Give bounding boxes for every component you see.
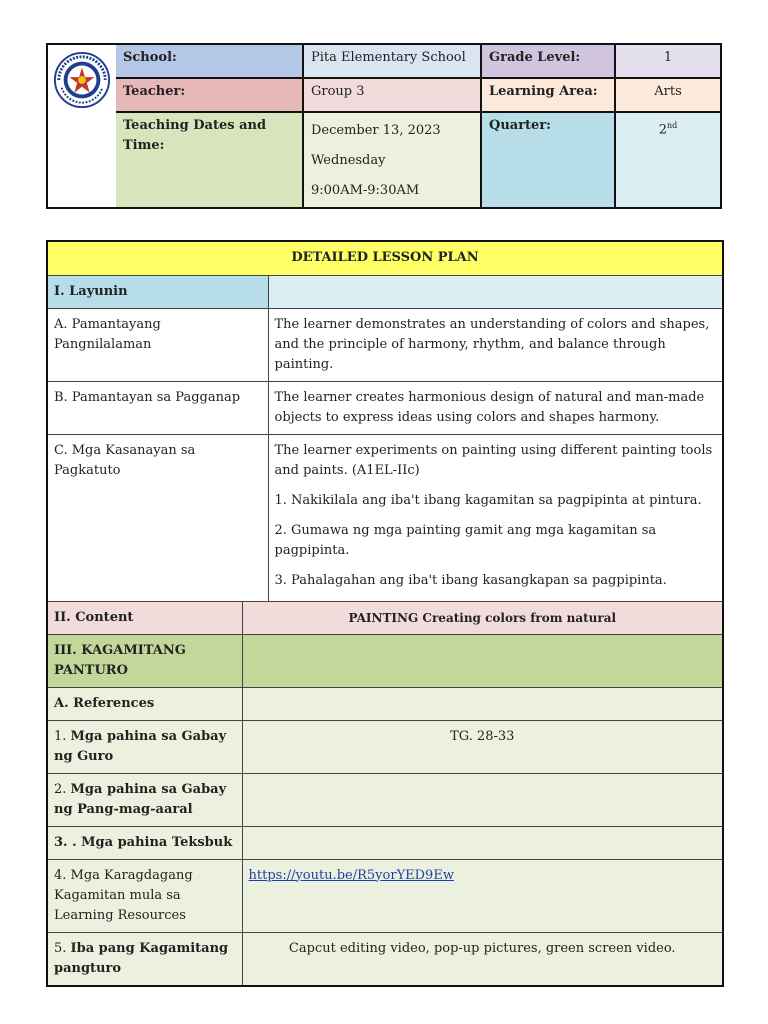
content-standard-text: The learner demonstrates an understanding of colors and shapes, and the principle of harmony, rhythm, and balance through painting. bbox=[268, 308, 723, 381]
objectives-label: I. Layunin bbox=[47, 275, 268, 308]
ref5-num: 5. bbox=[54, 940, 67, 956]
youtube-link[interactable]: https://youtu.be/R5yorYED9Ew bbox=[248, 867, 454, 883]
objectives-value bbox=[268, 275, 723, 308]
skills-item-2: 2. Gumawa ng mga painting gamit ang mga kagamitan sa pagpipinta. bbox=[274, 522, 657, 558]
grade-label: Grade Level: bbox=[482, 45, 616, 79]
learning-skills-label: C. Mga Kasanayan sa Pagkatuto bbox=[47, 434, 268, 601]
teacher-label: Teacher: bbox=[116, 79, 304, 113]
ref3-value bbox=[242, 826, 723, 859]
ref1-text: Mga pahina sa Gabay ng Guro bbox=[54, 728, 227, 764]
quarter-number: 2 bbox=[658, 122, 667, 138]
skills-intro: The learner experiments on painting using different painting tools and paints. (A1EL-IIc) bbox=[274, 442, 713, 478]
ref4-label: 4. Mga Karagdagang Kagamitan mula sa Learning Resources bbox=[47, 859, 242, 932]
learning-skills-text bbox=[268, 434, 723, 601]
ref2-text: Mga pahina sa Gabay ng Pang-mag-aaral bbox=[54, 781, 227, 817]
quarter-value bbox=[616, 113, 720, 207]
teacher-value: Group 3 bbox=[304, 79, 482, 113]
ref5-value: Capcut editing video, pop-up pictures, green screen video. bbox=[242, 932, 723, 986]
ref2-num: 2. bbox=[54, 781, 67, 797]
grade-value: 1 bbox=[616, 45, 720, 79]
content-standard-label: A. Pamantayang Pangnilalaman bbox=[47, 308, 268, 381]
lesson-plan-title: DETAILED LESSON PLAN bbox=[47, 241, 723, 275]
ref1-num: 1. bbox=[54, 728, 67, 744]
day-text: Wednesday bbox=[311, 153, 386, 168]
quarter-label: Quarter: bbox=[482, 113, 616, 207]
ref2-value bbox=[242, 773, 723, 826]
materials-value bbox=[242, 634, 723, 687]
dates-label: Teaching Dates and Time: bbox=[116, 113, 304, 207]
school-label: School: bbox=[116, 45, 304, 79]
references-label: A. References bbox=[47, 687, 242, 720]
content-label: II. Content bbox=[47, 601, 242, 634]
ref5-label bbox=[47, 932, 242, 986]
area-label: Learning Area: bbox=[482, 79, 616, 113]
date-text: December 13, 2023 bbox=[311, 123, 441, 138]
lesson-plan-table bbox=[46, 240, 724, 987]
time-text: 9:00AM-9:30AM bbox=[311, 183, 420, 198]
performance-standard-text: The learner creates harmonious design of natural and man-made objects to express ideas using colors and shapes harmony. bbox=[268, 381, 723, 434]
deped-seal-icon bbox=[53, 51, 111, 109]
ref2-label bbox=[47, 773, 242, 826]
performance-standard-label: B. Pamantayan sa Pagganap bbox=[47, 381, 268, 434]
references-value bbox=[242, 687, 723, 720]
quarter-suffix: nd bbox=[667, 121, 678, 130]
materials-label: III. KAGAMITANG PANTURO bbox=[47, 634, 242, 687]
skills-item-1: 1. Nakikilala ang iba't ibang kagamitan sa pagpipinta at pintura. bbox=[274, 492, 702, 508]
ref5-text: Iba pang Kagamitang pangturo bbox=[54, 940, 229, 976]
dates-value bbox=[304, 113, 482, 207]
logo-cell bbox=[48, 45, 118, 207]
ref3-label: 3. . Mga pahina Teksbuk bbox=[47, 826, 242, 859]
school-value: Pita Elementary School bbox=[304, 45, 482, 79]
ref1-label bbox=[47, 720, 242, 773]
skills-item-3: 3. Pahalagahan ang iba't ibang kasangkapan sa pagpipinta. bbox=[274, 572, 667, 588]
school-info-table bbox=[46, 43, 722, 209]
ref4-value bbox=[242, 859, 723, 932]
area-value: Arts bbox=[616, 79, 720, 113]
ref1-value: TG. 28-33 bbox=[242, 720, 723, 773]
content-value: PAINTING Creating colors from natural bbox=[242, 601, 723, 634]
